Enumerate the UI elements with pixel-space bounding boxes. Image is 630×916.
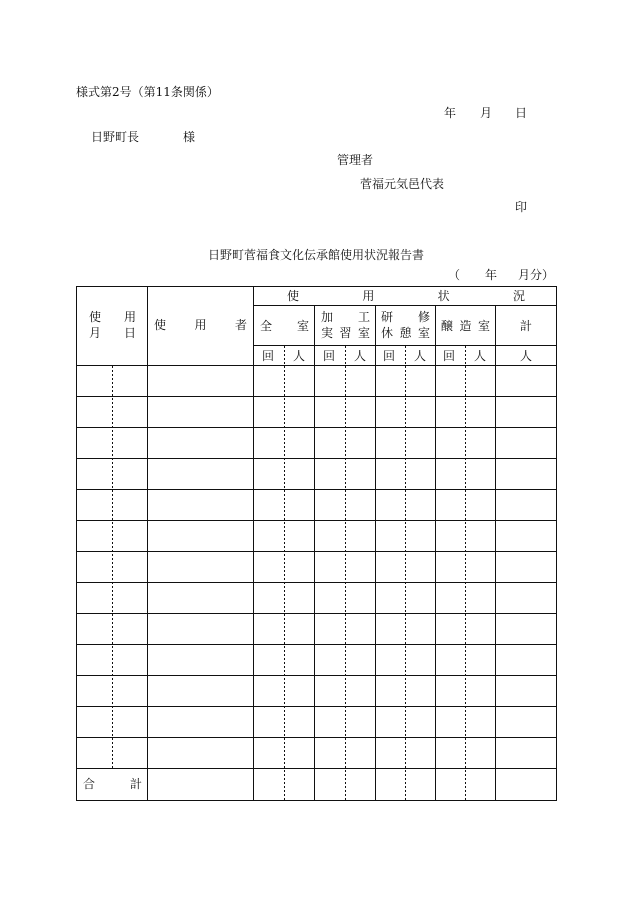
sender-role: 管理者 — [337, 153, 374, 167]
room-char: 修 — [417, 310, 430, 324]
table-grid — [76, 286, 557, 801]
room-jozo — [441, 319, 490, 333]
report-title: 日野町菅福食文化伝承館使用状況報告書 — [208, 248, 425, 262]
period-month: 月分） — [518, 268, 555, 282]
unit-kai: 回 — [262, 349, 275, 363]
room-zenshitsu — [260, 319, 309, 333]
room-kenshu-line2 — [381, 326, 430, 340]
room-kako-line1 — [321, 310, 370, 324]
unit-nin: 人 — [354, 349, 367, 363]
usage-status-header — [287, 289, 525, 303]
date-day: 日 — [515, 106, 528, 120]
room-char: 休 — [381, 326, 394, 340]
room-char: 造 — [459, 319, 472, 333]
room-total-header: 計 — [520, 319, 533, 333]
room-char: 室 — [357, 326, 370, 340]
unit-nin: 人 — [474, 349, 487, 363]
unit-nin: 人 — [293, 349, 306, 363]
user-char: 用 — [194, 318, 207, 332]
unit-nin: 人 — [414, 349, 427, 363]
date-month: 月 — [480, 106, 493, 120]
status-char: 況 — [512, 289, 525, 303]
room-char: 加 — [321, 310, 334, 324]
status-char: 使 — [287, 289, 300, 303]
total-char: 計 — [129, 777, 142, 791]
total-char: 合 — [83, 777, 96, 791]
room-char: 憩 — [399, 326, 412, 340]
status-char: 状 — [437, 289, 450, 303]
user-char: 使 — [154, 318, 167, 332]
room-char: 室 — [477, 319, 490, 333]
status-char: 用 — [362, 289, 375, 303]
form-number: 様式第2号（第11条関係） — [76, 85, 219, 99]
unit-kai: 回 — [323, 349, 336, 363]
use-date-char: 使 — [89, 310, 102, 324]
room-char: 習 — [339, 326, 352, 340]
room-char: 工 — [357, 310, 370, 324]
addressee-honorific: 様 — [183, 130, 196, 144]
seal-mark: 印 — [515, 200, 528, 214]
room-char: 実 — [321, 326, 334, 340]
use-date-header — [89, 310, 136, 324]
room-char: 室 — [296, 319, 309, 333]
room-char: 全 — [260, 319, 273, 333]
month-day-header — [89, 326, 136, 340]
unit-kai: 回 — [443, 349, 456, 363]
date-year: 年 — [444, 106, 457, 120]
report-table — [76, 286, 557, 801]
sender-org: 菅福元気邑代表 — [360, 177, 445, 191]
room-kako-line2 — [321, 326, 370, 340]
addressee-name: 日野町長 — [91, 130, 140, 144]
unit-nin-total: 人 — [520, 349, 533, 363]
room-char: 研 — [381, 310, 394, 324]
room-char: 醸 — [441, 319, 454, 333]
use-date-char: 用 — [123, 310, 136, 324]
period-year: 年 — [485, 268, 498, 282]
unit-kai: 回 — [383, 349, 396, 363]
month-day-char: 日 — [123, 326, 136, 340]
room-char: 室 — [417, 326, 430, 340]
room-kenshu-line1 — [381, 310, 430, 324]
user-char: 者 — [234, 318, 247, 332]
period-open: （ — [448, 268, 461, 282]
total-row-label — [83, 777, 142, 791]
user-header — [154, 318, 247, 332]
month-day-char: 月 — [89, 326, 102, 340]
